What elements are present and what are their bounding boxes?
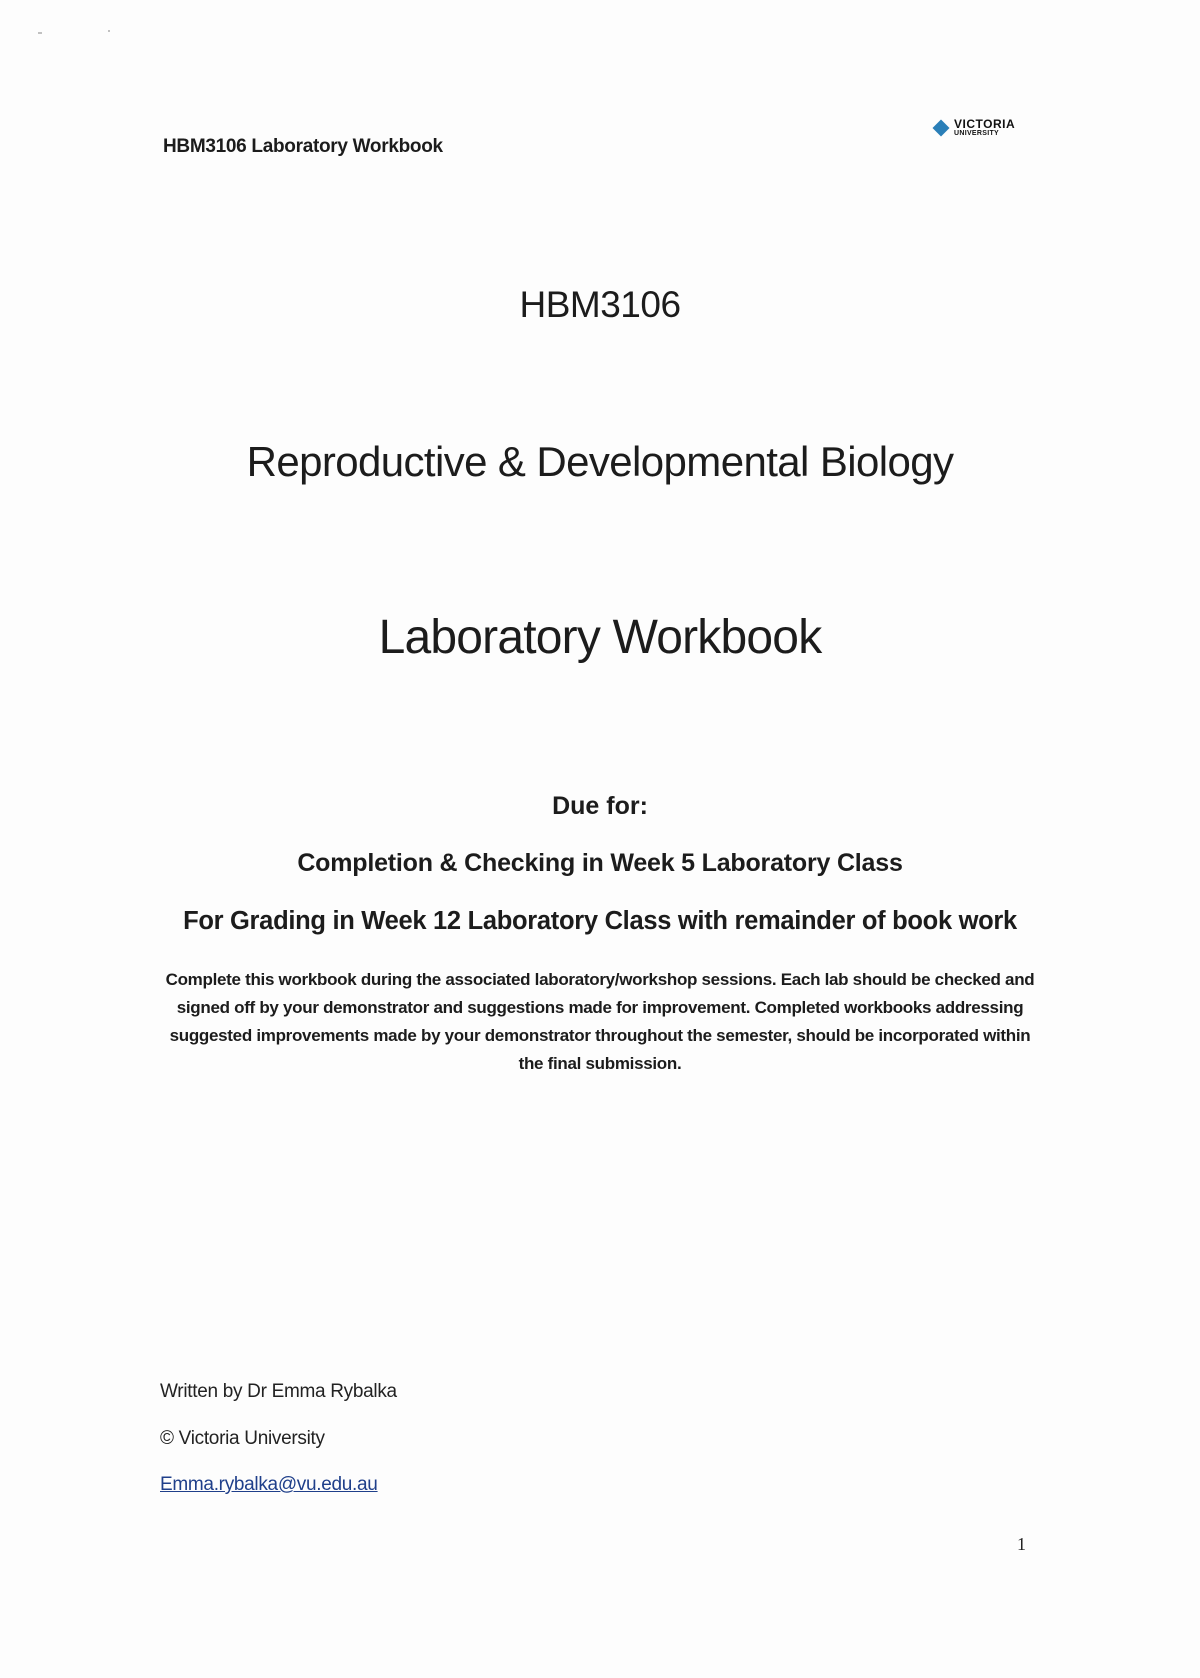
university-logo [935, 118, 1015, 137]
copyright-notice: © Victoria University [160, 1428, 325, 1449]
instructions-paragraph: Complete this workbook during the associated laboratory/workshop sessions. Each lab should be checked and signed off by your demonstrator and suggestions made for improvement. Completed workbooks addressing suggested improvements made by your demonstrator throughout the semester, should be incorporated within the final submission. [165, 970, 1035, 1073]
author-credit: Written by Dr Emma Rybalka [160, 1381, 397, 1402]
diamond-icon [933, 119, 950, 136]
logo-line-2: UNIVERSITY [954, 130, 1000, 137]
scan-artifact [108, 30, 110, 32]
document-title: Laboratory Workbook [378, 611, 822, 664]
due-heading: Due for: [552, 792, 648, 820]
page-number: 1 [1017, 1534, 1026, 1554]
author-email-link[interactable]: Emma.rybalka@vu.edu.au [160, 1474, 378, 1495]
course-title: Reproductive & Developmental Biology [246, 438, 954, 485]
due-completion-line: Completion & Checking in Week 5 Laboratory Class [297, 849, 903, 877]
logo-line-1: VICTORIA [954, 117, 1016, 131]
scan-artifact [38, 32, 42, 34]
logo-wordmark [954, 118, 1015, 137]
running-header: HBM3106 Laboratory Workbook [163, 136, 443, 157]
course-code: HBM3106 [519, 284, 681, 325]
due-grading-line: For Grading in Week 12 Laboratory Class with remainder of book work [183, 907, 1017, 935]
